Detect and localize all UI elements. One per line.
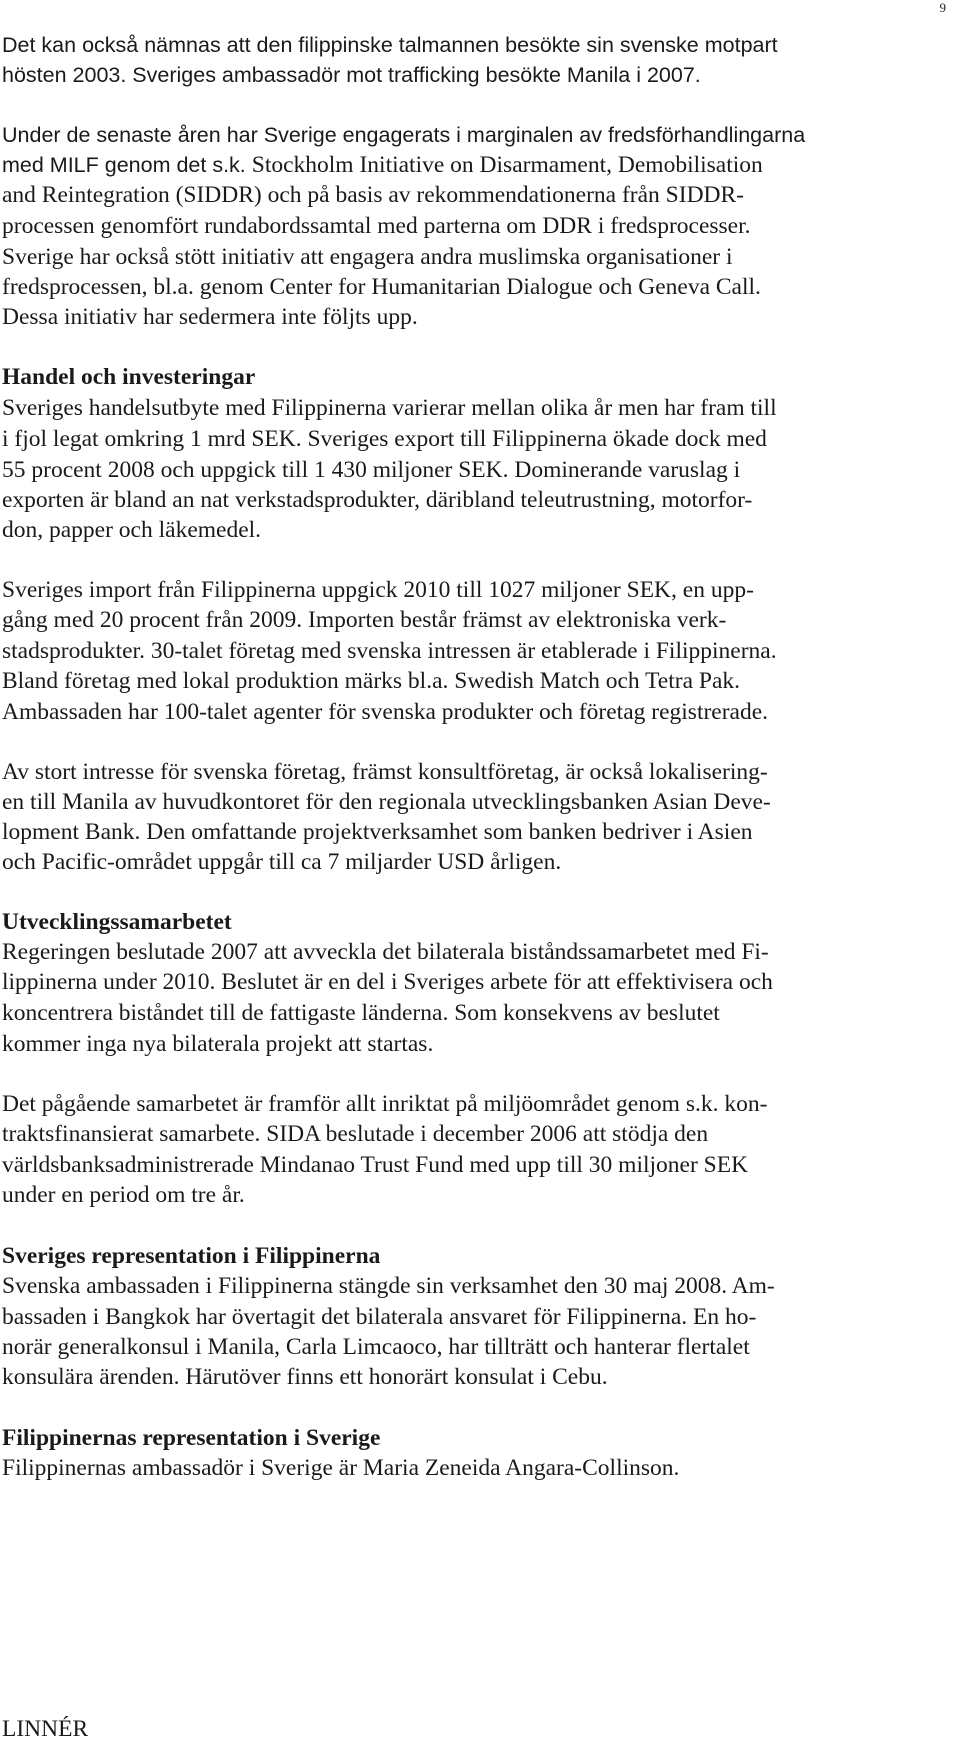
section-heading: Handel och investeringar [2,364,256,390]
paragraph-line: gång med 20 procent från 2009. Importen består främst av elektroniska verk- [2,607,727,633]
paragraph-line: stadsprodukter. 30-talet företag med svenska intressen är etablerade i Filippinerna. [2,638,777,664]
paragraph-line: lopment Bank. Den omfattande projektverksamhet som banken bedriver i Asien [2,819,753,845]
paragraph-line: Svenska ambassaden i Filippinerna stängde sin verksamhet den 30 maj 2008. Am- [2,1273,775,1299]
section-heading: Filippinernas representation i Sverige [2,1425,381,1451]
paragraph-line: världsbanksadministrerade Mindanao Trust Fund med upp till 30 miljoner SEK [2,1152,749,1178]
paragraph-line: traktsfinansierat samarbete. SIDA beslutade i december 2006 att stödja den [2,1121,709,1147]
paragraph-line: Filippinernas ambassadör i Sverige är Maria Zeneida Angara-Collinson. [2,1455,680,1481]
paragraph-line: Av stort intresse för svenska företag, främst konsultföretag, är också lokalisering- [2,759,768,785]
paragraph-line: Det pågående samarbetet är framför allt inriktat på miljöområdet genom s.k. kon- [2,1091,768,1117]
paragraph-line: Sveriges import från Filippinerna uppgick 2010 till 1027 miljoner SEK, en upp- [2,577,754,603]
paragraph-line: Det kan också nämnas att den filippinske talmannen besökte sin svenske motpart [2,33,778,57]
paragraph-line: don, papper och läkemedel. [2,517,262,543]
paragraph-line: Dessa initiativ har sedermera inte följts upp. [2,304,418,330]
paragraph-line: Under de senaste åren har Sverige engagerats i marginalen av fredsförhandlingarna [2,123,806,147]
paragraph-line: Regeringen beslutade 2007 att avveckla det bilaterala biståndssamarbetet med Fi- [2,939,769,965]
section-heading: Utvecklingssamarbetet [2,909,232,935]
paragraph-line: i fjol legat omkring 1 mrd SEK. Sveriges export till Filippinerna ökade dock med [2,426,767,452]
paragraph-line: under en period om tre år. [2,1182,245,1208]
paragraph-line: norär generalkonsul i Manila, Carla Limcaoco, har tillträtt och hanterar flertalet [2,1334,750,1360]
page-number: 9 [939,0,946,15]
paragraph-line: en till Manila av huvudkontoret för den regionala utvecklingsbanken Asian Deve- [2,789,771,815]
section-heading: Sveriges representation i Filippinerna [2,1243,381,1269]
paragraph-line: 55 procent 2008 och uppgick till 1 430 miljoner SEK. Dominerande varuslag i [2,457,741,483]
paragraph-line: koncentrera biståndet till de fattigaste länderna. Som konsekvens av beslutet [2,1000,720,1026]
paragraph-line: lippinerna under 2010. Beslutet är en del i Sveriges arbete för att effektivisera och [2,969,773,995]
paragraph-line [2,150,954,180]
line-segment: Stockholm Initiative on Disarmament, Demobilisation [251,152,763,178]
paragraph-line: Sveriges handelsutbyte med Filippinerna varierar mellan olika år men har fram till [2,395,777,421]
line-segment: med MILF genom det s.k. [2,153,252,177]
paragraph-line: processen genomfört rundabordssamtal med parterna om DDR i fredsprocesser. [2,213,751,239]
paragraph-line: hösten 2003. Sveriges ambassadör mot trafficking besökte Manila i 2007. [2,63,701,87]
paragraph-line: kommer inga nya bilaterala projekt att startas. [2,1031,434,1057]
paragraph-line: Bland företag med lokal produktion märks bl.a. Swedish Match och Tetra Pak. [2,668,741,694]
paragraph-line: fredsprocessen, bl.a. genom Center for Humanitarian Dialogue och Geneva Call. [2,274,761,300]
paragraph-line: konsulära ärenden. Härutöver finns ett honorärt konsulat i Cebu. [2,1364,608,1390]
signature: LINNÉR [2,1716,89,1742]
paragraph-line: och Pacific-området uppgår till ca 7 miljarder USD årligen. [2,849,562,875]
paragraph-line: exporten är bland an nat verkstadsprodukter, däribland teleutrustning, motorfor- [2,487,753,513]
paragraph-line: and Reintegration (SIDDR) och på basis av rekommendationerna från SIDDR- [2,182,745,208]
paragraph-line: Sverige har också stött initiativ att engagera andra muslimska organisationer i [2,244,733,270]
paragraph-line: bassaden i Bangkok har övertagit det bilaterala ansvaret för Filippinerna. En ho- [2,1304,757,1330]
paragraph-line: Ambassaden har 100-talet agenter för svenska produkter och företag registrerade. [2,699,769,725]
